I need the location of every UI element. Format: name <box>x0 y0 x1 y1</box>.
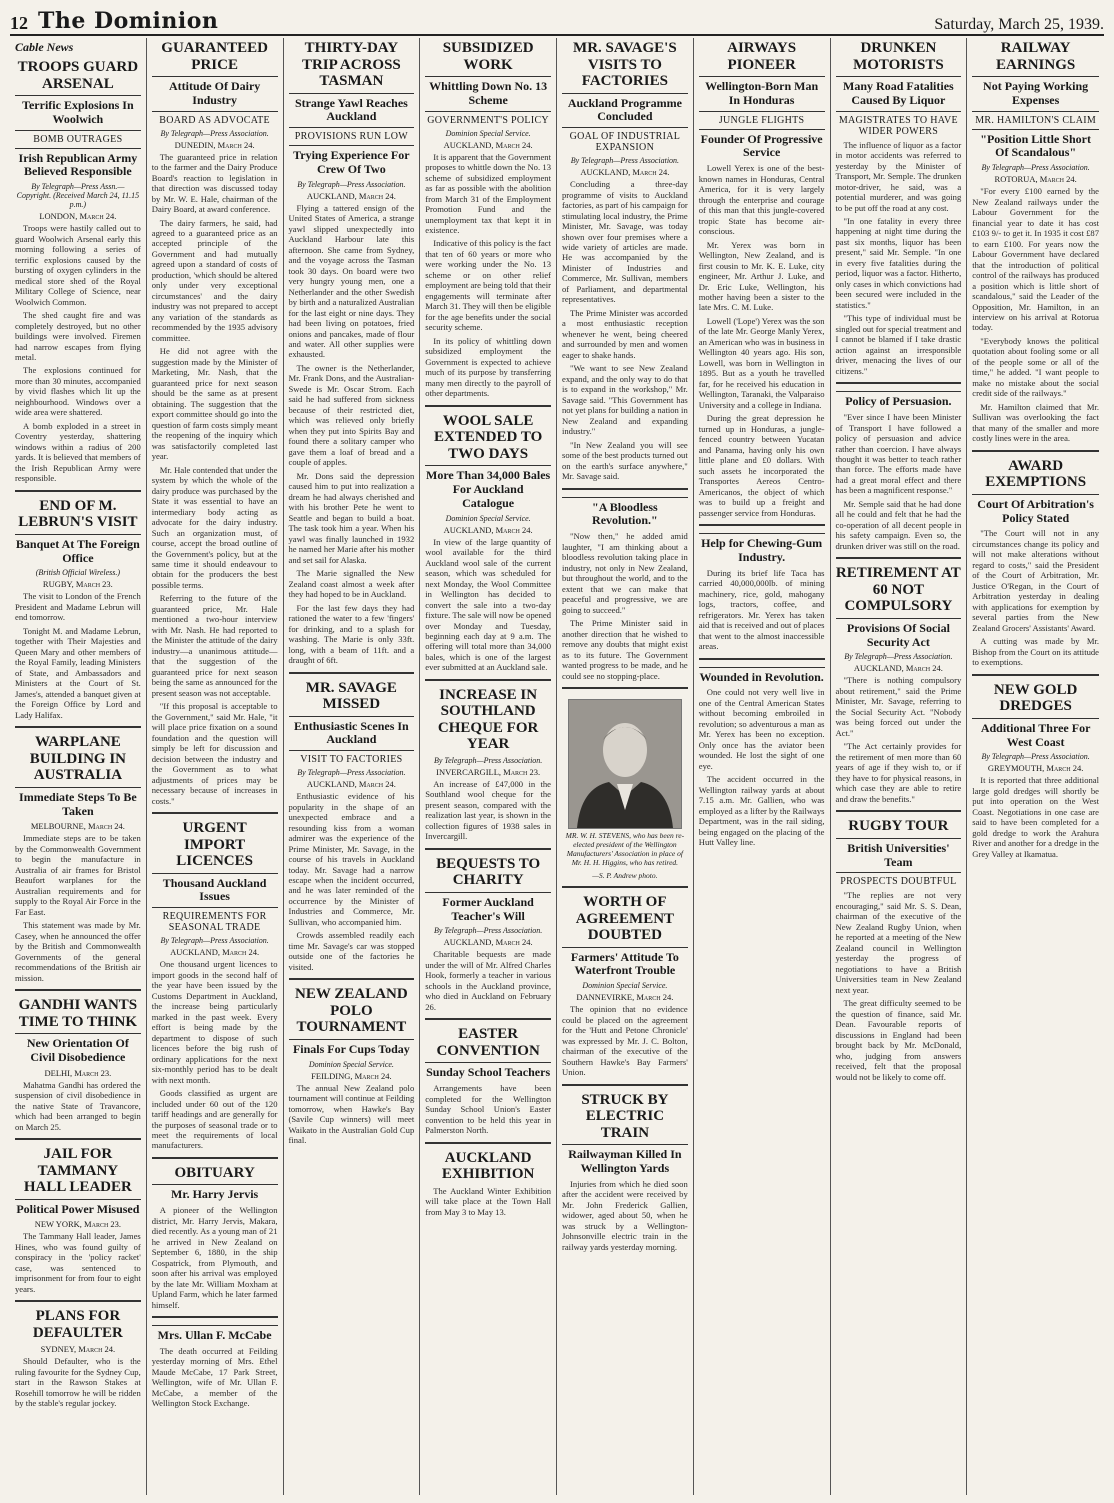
article-paragraph: "We want to see New Zealand expand, and the only way to do that is to expand in the workshop," Mr. Savage said. "This Government has not yet plans for building a nation in New Zealand and expanding industry." <box>562 363 688 437</box>
article-headline: GUARANTEED PRICE <box>161 40 268 73</box>
article-headline: TROOPS GUARD ARSENAL <box>17 59 139 92</box>
article-dateline: DUNEDIN, March 24. <box>174 139 255 150</box>
article-headline: MR. SAVAGE MISSED <box>305 679 397 713</box>
article-subheadline: Immediate Steps To Be Taken <box>15 787 141 819</box>
article-paragraph: Lowell Yerex is one of the best-known names in Honduras, Central America, for it is very largely through the enterprise and courage of this man that this jungle-covered tropic State has become air-conscious. <box>698 163 825 237</box>
article-byline: Dominion Special Service. <box>445 513 531 523</box>
article-subheadline: Political Power Misused <box>15 1199 141 1217</box>
article-byline: By Telegraph—Press Association. <box>297 768 406 778</box>
article-paragraph: A bomb exploded in a street in Coventry yesterday, shattering windows within a radius of 200 yards. It is believed that members of the Irish Republican Army were responsible. <box>15 420 141 484</box>
article-paragraph: The explosions continued for more than 30 minutes, accompanied by vivid flashes which lit up the neighbourhood. Windows over a wide area were shattered. <box>15 365 141 418</box>
article-subheadline: Sunday School Teachers <box>425 1062 551 1080</box>
article <box>15 1138 141 1294</box>
article-dateline: AUCKLAND, March 24. <box>853 663 943 674</box>
section-label: Cable News <box>15 40 74 54</box>
article-dateline: SYDNEY, March 24. <box>40 1344 116 1355</box>
article-subheadline: Mr. Harry Jervis <box>152 1184 278 1202</box>
article-dateline: AUCKLAND, March 24. <box>443 524 533 535</box>
paper-name: The Dominion <box>38 8 219 34</box>
article-subheadline: Railwayman Killed In Wellington Yards <box>562 1144 688 1176</box>
article-paragraph: It is apparent that the Government proposes to whittle down the No. 13 scheme of subsidized employment as far as possible with the abolition from March 31 of the Employment Promotion Fund and the unemployment tax that kept it in existence. <box>425 151 551 235</box>
article-paragraph: The dairy farmers, he said, had agreed to a guaranteed price as an accepted principle of the Government and had mutually agreed upon a standard of costs of production, 'which should be altered only under very exceptional circumstances' and the dairy industry was not prepared to accept any variation of the standards as recommended by the 1935 advisory committee. <box>151 217 278 343</box>
article <box>15 989 141 1132</box>
article-subheadline: Policy of Persuasion. <box>836 391 962 409</box>
column-3 <box>284 38 421 1495</box>
article <box>425 40 551 399</box>
article-paragraph: Charitable bequests are made under the will of Mr. Alfred Charles Hook, formerly a teacher in various schools in the Auckland province, who died in Auckland on February 26. <box>425 949 551 1012</box>
article-byline: By Telegraph—Press Association. <box>297 179 406 189</box>
article <box>289 672 415 973</box>
article-headline: RETIREMENT AT 60 NOT COMPULSORY <box>835 565 961 615</box>
article-minor-heading: BOARD AS ADVOCATE <box>152 111 278 126</box>
article-subheadline: Help for Chewing-Gum Industry. <box>699 533 825 565</box>
article-subheadline: Thousand Auckland Issues <box>152 873 278 905</box>
masthead <box>10 6 1104 36</box>
article-subheadline: Enthusiastic Scenes In Auckland <box>289 716 415 748</box>
masthead-left <box>10 8 218 34</box>
article-dateline: ROTORUA, March 24. <box>994 174 1077 185</box>
article-byline: Dominion Special Service. <box>308 1059 394 1069</box>
article-subheadline: Auckland Programme Concluded <box>562 93 688 125</box>
article-minor-heading: GOVERNMENT'S POLICY <box>425 111 551 126</box>
article-subheadline: Banquet At The Foreign Office <box>15 534 141 566</box>
article-paragraph: The accident occurred in the Wellington railway yards at about 7.15 a.m. Mr. Gallien, who was employed as a lifter by the Railways Department, was in the rail siding, being engaged on the placing of the Hutt Valley line. <box>698 774 825 848</box>
article-dateline: AUCKLAND, March 24. <box>443 139 533 150</box>
article-minor-heading: MAGISTRATES TO HAVE WIDER POWERS <box>836 111 962 137</box>
article-paragraph: The Marie signalled the New Zealand coast almost a week after they had hoped to be in Auckland. <box>288 568 415 600</box>
article-subheadline: "Position Little Short Of Scandalous" <box>972 129 1099 161</box>
article <box>836 40 962 376</box>
article-paragraph: The great difficulty seemed to be the question of finance, said Mr. Dean. Favourable reports of discussions in England had been brought back by Mr. McDonald, who, judging from answers received, felt that the proposal would not be likely to come off. <box>835 998 962 1082</box>
article <box>562 886 688 1077</box>
article-paragraph: Immediate steps are to be taken by the Commonwealth Government to begin the manufacture in Australia of air frames for Bristol Beaufort warplanes for the Australian requirements and for supply to the Royal Air Force in the Far East. <box>15 833 141 917</box>
article-paragraph: Enthusiastic evidence of his popularity in the shape of an unexpected embrace and a resounding kiss from a woman admirer was the experience of the Prime Minister, Mr. Savage, in the course of his travels in Auckland today. Mr. Savage had a narrow escape when the incident occurred, and he was later reminded of the occurrence by the Minister of Industries and Commerce, Mr. Sullivan, who accompanied him. <box>288 791 415 927</box>
article <box>972 450 1099 668</box>
article-subheadline: Irish Republican Army Believed Responsible <box>15 148 141 180</box>
issue-date: Saturday, March 25, 1939. <box>934 16 1104 33</box>
article <box>972 40 1099 444</box>
article-subheadline: Whittling Down No. 13 Scheme <box>425 76 551 108</box>
article-subheadline: More Than 34,000 Bales For Auckland Catalogue <box>425 465 551 510</box>
article-subheadline: Wellington-Born Man In Honduras <box>699 76 825 108</box>
article-paragraph: Indicative of this policy is the fact that ten of 60 years or more who were working under the No. 13 scheme or on other relief employment are being told that their engagements will terminate after March 31. They will then be eligible for the age benefits under the social security scheme. <box>425 238 551 333</box>
article-headline: AUCKLAND EXHIBITION <box>441 1149 535 1183</box>
article-headline: DRUNKEN MOTORISTS <box>853 40 944 73</box>
article-byline: (British Official Wireless.) <box>35 568 121 578</box>
article-paragraph: A cutting was made by Mr. Bishop from the Court on its attitude to exemptions. <box>972 636 1099 668</box>
article <box>15 490 141 720</box>
article-paragraph: He did not agree with the suggestion made by the Minister of Marketing, Mr. Nash, that the guaranteed price for next season should be the same as at present obtaining. The suggestion that the export committee should go into the question of farm costs simply meant the reopening of the inquiry which was satisfactorily completed last year. <box>151 346 278 462</box>
article <box>15 726 141 983</box>
article <box>425 405 551 673</box>
column-6 <box>694 38 831 1495</box>
article-paragraph: "For every £100 earned by the New Zealand railways under the Labour Government for the financial year to date it has cost £103 9/- to get it. In 1935 it cost £87 to earn £100. For years now the Labour Government have declared that the introduction of political control of the railways has produced a position which is little short of scandalous," said the Leader of the Opposition, Mr. Hamilton, in an interview on his arrival at Rotorua today. <box>972 186 1099 333</box>
article <box>562 687 688 880</box>
article-subheadline: Trying Experience For Crew Of Two <box>289 145 415 177</box>
photo-credit: —S. P. Andrew photo. <box>592 871 658 881</box>
article-headline: PLANS FOR DEFAULTER <box>32 1308 123 1341</box>
article <box>836 557 962 804</box>
article-paragraph: The Prime Minister was accorded a most enthusiastic reception whenever he went, being cheered and surrounded by men and women eager to shake hands. <box>562 307 688 360</box>
article-headline: SUBSIDIZED WORK <box>442 40 534 73</box>
article-paragraph: An increase of £47,000 in the Southland wool cheque for the present season, compared with the realization last year, is shown in the collection figures of 1938 sales in Invercargill. <box>425 778 551 842</box>
article <box>152 1157 278 1310</box>
article-paragraph: "There is nothing compulsory about retirement," said the Prime Minister, Mr. Savage, referring to the Social Security Act. "Nobody was being forced out under the Act." <box>835 675 962 738</box>
article-paragraph: The guaranteed price in relation to the farmer and the Dairy Produce Board's reaction to legislation in that direction was discussed today by Mr. W. E. Hale, chairman of the Dairy Board, at award conference. <box>151 151 278 215</box>
article-paragraph: "The replies are not very encouraging," said Mr. S. S. Dean, chairman of the executive of the New Zealand Rugby Union, when he reported at a meeting of the New Zealand council in Wellington yesterday the progress of negotiations to have a British Universities team in New Zealand next year. <box>835 890 962 995</box>
article-headline: GANDHI WANTS TIME TO THINK <box>18 997 138 1030</box>
article-minor-heading: JUNGLE FLIGHTS <box>699 111 825 126</box>
article-headline: JAIL FOR TAMMANY HALL LEADER <box>23 1146 132 1196</box>
article-dateline: RUGBY, March 23. <box>42 579 113 590</box>
article <box>425 1018 551 1135</box>
photo-caption: MR. W. H. STEVENS, who has been re-elected president of the Wellington Manufacturers' Association in place of Mr. H. H. Higgins, who has retired. <box>565 831 685 868</box>
article-dateline: AUCKLAND, March 24. <box>170 947 260 958</box>
article-subheadline: Former Auckland Teacher's Will <box>425 892 551 924</box>
article-dateline: MELBOURNE, March 24. <box>30 821 125 832</box>
article <box>152 40 278 806</box>
article-paragraph: The death occurred at Feilding yesterday morning of Mrs. Ethel Maude McCabe, 17 Park Street, Wellington, wife of Mr. Ullan F. McCabe, a member of the Wellington Stock Exchange. <box>151 1345 278 1409</box>
article <box>15 59 141 484</box>
article-paragraph: "Ever since I have been Minister of Transport I have followed a policy of persuasion and advice rather than coercion. I have always thought it was better to teach rather than force. The efforts made have had a great moral effect and there has been a magnificent response." <box>835 412 962 496</box>
article <box>425 848 551 1013</box>
article-dateline: AUCKLAND, March 24. <box>306 779 396 790</box>
article <box>699 658 825 848</box>
article-byline: By Telegraph—Press Association. <box>981 163 1090 173</box>
article-headline: MR. SAVAGE'S VISITS TO FACTORIES <box>573 40 677 89</box>
article-headline: THIRTY-DAY TRIP ACROSS TASMAN <box>301 40 401 89</box>
article-dateline: DELHI, March 23. <box>44 1067 112 1078</box>
article-minor-heading: PROVISIONS RUN LOW <box>289 127 415 142</box>
article-headline: URGENT IMPORT LICENCES <box>176 820 253 870</box>
article-paragraph: Concluding a three-day programme of visits to Auckland factories, as part of his campaign for stimulating local industry, the Prime Minister, Mr. Savage, was today shown over four premises where a wide variety of articles are made. He was accompanied by the Minister of Industries and Commerce, Mr. Sullivan, members of Parliament, and departmental representatives. <box>562 179 688 305</box>
article-subheadline: Farmers' Attitude To Waterfront Trouble <box>562 947 688 979</box>
article <box>836 810 962 1082</box>
article-headline: AIRWAYS PIONEER <box>727 40 797 73</box>
article-byline: Dominion Special Service. <box>582 981 668 991</box>
article-headline: STRUCK BY ELECTRIC TRAIN <box>581 1091 669 1141</box>
article-paragraph: "Everybody knows the political quotation about fooling some or all of the people some or all of the time," he added. "I want people to make no mistake about the social credit side of the railways." <box>972 335 1099 399</box>
article-paragraph: Lowell ('Lope') Yerex was the son of the late Mr. George Manly Yerex, an American who was in business in Wellington 40 years ago. His son, Lowell, was born in Wellington in 1895. But as a youth he travelled far, for he received his education in Wellington, Taranaki, the Valparaiso University and a college in Indiana. <box>698 315 825 410</box>
article-subheadline: British Universities' Team <box>836 838 962 870</box>
article-paragraph: "If this proposal is acceptable to the Government," said Mr. Hale, "it will place price fixation on a sound foundation and the question will simply be left for discussion and decision between the industry and the Government as to what adjustments of prices may be necessary because of increases in costs." <box>151 701 278 806</box>
article-paragraph: The Prime Minister said in another direction that he wished to remove any doubts that might exist as to its future. The Government wanted progress to be made, and he could see no stopping-place. <box>562 618 688 681</box>
page-number: 12 <box>10 13 28 33</box>
column-1 <box>10 38 147 1495</box>
article-subheadline: Terrific Explosions In Woolwich <box>15 95 141 127</box>
article-byline: By Telegraph—Press Association. <box>433 926 543 936</box>
portrait-image <box>569 700 681 828</box>
article-dateline: NEW YORK, March 23. <box>34 1219 122 1230</box>
column-4 <box>420 38 557 1495</box>
article-paragraph: Tonight M. and Madame Lebrun, together with Their Majesties and Queen Mary and other members of the Royal Family, leading Ministers of State, and Ambassadors and Ministers at the Court of St. James's, attended a banquet given at the Foreign Office by Lord and Lady Halifax. <box>15 625 141 720</box>
article-headline: OBITUARY <box>174 1164 255 1181</box>
article-headline: WORTH OF AGREEMENT DOUBTED <box>575 894 675 944</box>
article-paragraph: "In one fatality in every three happening at night time during the past six months, liquor has been present," said Mr. Semple. "In one in every five fatalities during the period, liquor was a factor. Hitherto, only cases in which convictions had been secured were included in the statistics." <box>835 215 962 310</box>
article-subheadline: Founder Of Progressive Service <box>699 129 825 161</box>
article-paragraph: "Now then," he added amid laughter, "I am thinking about a bloodless revolution taking place in industry, not only in New Zealand, but throughout the world, and to the extent that we can make that peaceful and progressive, we are going to succeed." <box>562 531 688 615</box>
article-paragraph: Troops were hastily called out to guard Woolwich Arsenal early this morning following a series of terrific explosions caused by the bursting of oxygen cylinders in the medical store shed of the Royal Military College of Science, near Woolwich Common. <box>15 223 141 307</box>
article <box>425 1142 551 1217</box>
article-paragraph: Should Defaulter, who is the ruling favourite for the Sydney Cup, start in the Rawson Stakes at Rosehill tomorrow he will be ridden by the stable's regular jockey. <box>15 1356 141 1409</box>
article-paragraph: The Auckland Winter Exhibition will take place at the Town Hall from May 3 to May 13. <box>425 1185 551 1217</box>
article-minor-heading: PROSPECTS DOUBTFUL <box>836 872 962 887</box>
article-dateline: DANNEVIRKE, March 24. <box>576 992 674 1003</box>
article-paragraph: "This type of individual must be singled out for special treatment and I cannot be blamed if I take drastic action against an irresponsible driver, menacing the lives of our citizens." <box>835 313 962 376</box>
article <box>289 40 415 666</box>
article <box>699 524 825 651</box>
article-subheadline: New Orientation Of Civil Disobedience <box>15 1033 141 1065</box>
article-subheadline: Finals For Cups Today <box>289 1039 415 1057</box>
article-paragraph: Mr. Hale contended that under the system by which the whole of the dairy produce was purchased by the State it was essential to have an intermediary body acting as advocate for the dairy industry. Such an organization must, of course, accept the broad outline of the Government's policy, but at the same time it should endeavour to obtain for the producers the best possible terms. <box>151 464 278 590</box>
article-paragraph: The annual New Zealand polo tournament will continue at Feilding tomorrow, when Hawke's Bay (Savile Cup winners) will meet Waikato in the Australian Gold Cup final. <box>288 1082 415 1146</box>
article-paragraph: Mr. Yerex was born in Wellington, New Zealand, and is first cousin to Mr. K. E. Luke, city engineer, Mr. Arthur J. Luke, and Dr. Eric Luke, Wellington, his mother having been a sister to the late Mrs. C. M. Luke. <box>698 239 825 313</box>
article-subheadline: Strange Yawl Reaches Auckland <box>289 93 415 125</box>
article-subheadline: Court Of Arbitration's Policy Stated <box>972 494 1099 526</box>
article-paragraph: Crowds assembled readily each time Mr. Savage's car was stopped outside one of the factories he visited. <box>288 930 415 972</box>
article-subheadline: Many Road Fatalities Caused By Liquor <box>836 76 962 108</box>
article-headline: BEQUESTS TO CHARITY <box>436 855 541 889</box>
article-minor-heading: MR. HAMILTON'S CLAIM <box>972 111 1099 126</box>
article-minor-heading: VISIT TO FACTORIES <box>289 750 415 765</box>
article-paragraph: The Tammany Hall leader, James Hines, who was found guilty of conspiracy in the 'policy racket' case, was sentenced to imprisonment for from four to eight years. <box>15 1231 141 1294</box>
article-paragraph: "The Act certainly provides for the retirement of men more than 60 years of age if they wish to, or if they have to for physical reasons, in which case they are able to retire and draw the benefits." <box>835 741 962 804</box>
article <box>972 674 1099 859</box>
article-paragraph: The visit to London of the French President and Madame Lebrun will end tomorrow. <box>15 591 141 623</box>
article-minor-heading: BOMB OUTRAGES <box>15 130 141 145</box>
article-paragraph: The opinion that no evidence could be placed on the agreement for the 'Hutt and Petone Chronicle' was expressed by Mr. J. C. Bolton, chairman of the executive of the Southern Hawke's Bay Farmers' Union. <box>562 1004 688 1078</box>
article-paragraph: Mr. Semple said that he had done all he could and felt that he had the co-operation of all decent people in his safety campaign. Even so, the drunken driver was still on the road. <box>835 498 962 551</box>
article-headline: RUGBY TOUR <box>848 818 949 835</box>
article-headline: AWARD EXEMPTIONS <box>985 457 1087 491</box>
article-subheadline: Wounded in Revolution. <box>699 667 825 685</box>
article-subheadline: Not Paying Working Expenses <box>972 76 1099 108</box>
article-paragraph: Mr. Dons said the depression caused him to put into realization a dream he had always cherished and with his brother Pete he went to Seattle and began to build a boat. The task took him a year. When his yawl was finally launched in 1932 he named her Marie after his mother and set sail for Alaska. <box>288 470 415 565</box>
column-8 <box>967 38 1104 1495</box>
article-paragraph: Arrangements have been completed for the Wellington Sunday School Union's Easter convention to be held this year in Palmerston North. <box>425 1083 551 1136</box>
article-headline: WOOL SALE EXTENDED TO TWO DAYS <box>434 412 543 462</box>
article <box>289 978 415 1145</box>
article-minor-heading: REQUIREMENTS FOR SEASONAL TRADE <box>152 907 278 933</box>
article-byline: By Telegraph—Press Association. <box>981 752 1090 762</box>
article <box>152 812 278 1151</box>
article-dateline: GREYMOUTH, March 24. <box>987 763 1084 774</box>
article <box>562 40 688 482</box>
article-paragraph: Referring to the future of the guaranteed price, Mr. Hale mentioned a two-hour interview with Mr. Nash. He had reported to the Minister the attitude of the dairy industry—a unanimous attitude—that the suggestion of the guaranteed price for next season being the same as announced for the present season was not acceptable. <box>151 593 278 698</box>
article-paragraph: "The Court will not in any circumstances change its policy and will not make alterations without regard to costs," said the President of the Court of Arbitration, Mr. Justice O'Regan, in the Court of Arbitration yesterday in dealing with applications for exemption by several parties from the New Zealand Grocers' Assistants' Award. <box>972 528 1099 633</box>
article-paragraph: The influence of liquor as a factor in motor accidents was referred to yesterday by the Minister of Transport, Mr. Semple. The drunken motor-driver, he said, was a potential murderer, and was going to be put off the road at any cost. <box>835 139 962 213</box>
article-byline: By Telegraph—Press Association. <box>160 128 269 138</box>
article-headline: EASTER CONVENTION <box>436 1026 540 1059</box>
article-dateline: AUCKLAND, March 24. <box>580 167 670 178</box>
article-dateline: INVERCARGILL, March 23. <box>436 766 541 777</box>
article-headline: RAILWAY EARNINGS <box>996 40 1076 73</box>
column-5 <box>557 38 694 1495</box>
article-byline: By Telegraph—Press Association. <box>433 755 543 765</box>
article <box>836 382 962 551</box>
page-columns <box>10 38 1104 1495</box>
article-byline: By Telegraph—Press Association. <box>844 652 953 662</box>
article-byline: Dominion Special Service. <box>445 128 531 138</box>
article-subheadline: Provisions Of Social Security Act <box>836 618 962 650</box>
article-paragraph: Mr. Hamilton claimed that Mr. Sullivan was overlooking the fact that many of the smaller and more costly lines were in the area. <box>972 401 1099 444</box>
article-paragraph: During its brief life Taca has carried 40,000,000lb. of mining machinery, rice, gold, mahogany logs, tractors, coffee, and refrigerators. Mr. Yerex has taken aid that is received and out of places that went to the almost inaccessible areas. <box>698 567 825 652</box>
article-paragraph: In its policy of whittling down subsidized employment the Government is expected to achieve much of its purpose by transferring many men directly to the payroll of other departments. <box>425 335 551 399</box>
article <box>562 1084 688 1252</box>
column-2 <box>147 38 284 1495</box>
article-paragraph: The shed caught fire and was completely destroyed, but no other buildings were involved. Firemen had narrow escapes from flying metal. <box>15 310 141 362</box>
article-paragraph: During the great depression he turned up in Honduras, a jungle-fenced country between Yucatan and Panama, having only his own little plane and £0 dollars. With such assets he incorporated the Transportes Aereos Centro-Americanos, the object of which was to build up a freight and passenger service from Honduras. <box>698 413 825 518</box>
article-paragraph: "In New Zealand you will see some of the best products turned out on the earth's surface anywhere," Mr. Savage said. <box>562 439 688 482</box>
article-headline: WARPLANE BUILDING IN AUSTRALIA <box>29 734 127 784</box>
article-byline: By Telegraph—Press Association. <box>160 936 269 946</box>
column-7 <box>831 38 968 1495</box>
article-subheadline: "A Bloodless Revolution." <box>562 497 688 529</box>
article-paragraph: One thousand urgent licences to import goods in the second half of the year have been issued by the Customs Department in Auckland, the increase being particularly marked in the past week. Every effort is being made by the department to dispose of such licences before the big rush of ordinary applications for the next six-monthly period has to be dealt with next month. <box>151 959 278 1085</box>
article-paragraph: For the last few days they had rationed the water to a few 'fingers' for drinking, and to a splash for washing. The Marie is only 33ft. long, with a beam of 11ft. and a draught of 6ft. <box>288 602 415 666</box>
article-headline: NEW ZEALAND POLO TOURNAMENT <box>295 986 408 1036</box>
article-subheadline: Attitude Of Dairy Industry <box>152 76 278 108</box>
article-byline: By Telegraph—Press Association. <box>570 156 680 166</box>
article-paragraph: Injuries from which he died soon after the accident were received by Mr. John Frederick Gallien, widower, aged about 50, when he was struck by a Wellington-Johnsonville electric train in the railway yards yesterday morning. <box>562 1178 688 1252</box>
article-subheadline: Additional Three For West Coast <box>972 718 1099 750</box>
article <box>15 1300 141 1408</box>
article-subheadline: Mrs. Ullan F. McCabe <box>152 1325 278 1343</box>
article-dateline: LONDON, March 24. <box>39 211 117 222</box>
article-dateline: FEILDING, March 24. <box>311 1070 392 1081</box>
article-paragraph: Flying a tattered ensign of the United States of America, a strange yawl slipped unexpectedly into Auckland Harbour late this afternoon. She came from Sydney, and the voyage across the Tasman took 30 days. On board were two very hungry young men, one a Netherlander and the other Swedish by birth and a naturalized Australian for the last eight or nine days. They had been living on potatoes, fried onions and pancakes, made of flour and water. All other supplies were exhausted. <box>288 202 415 360</box>
article <box>425 679 551 842</box>
article <box>152 1316 278 1409</box>
article-headline: NEW GOLD DREDGES <box>993 681 1078 715</box>
article-paragraph: In view of the large quantity of wool available for the third Auckland wool sale of the current season, which was scheduled for next Monday, the Wool Committee in Wellington has decided to convert the sale into a two-day fixture. The sale will now be opened over Monday and Tuesday, beginning each day at 9 a.m. The offering will total more than 34,000 bales, which is one of the largest ever submitted at an Auckland sale. <box>425 536 551 673</box>
article-paragraph: Goods classified as urgent are included under 60 out of the 120 tariff headings and are generally for the purposes of seasonal trade or to meet the requirements of local manufacturers. <box>151 1088 278 1151</box>
article-dateline: AUCKLAND, March 24. <box>306 190 396 201</box>
article-byline: By Telegraph—Press Assn.—Copyright. (Received March 24, 11.15 p.m.) <box>16 182 140 210</box>
article-paragraph: One could not very well live in one of the Central American States without becoming embroiled in revolution; so adventurous a man as Mr. Yerex has been no exception. Only once has the aviator been wounded. He lost the sight of one eye. <box>698 687 825 771</box>
portrait-photo <box>568 699 682 829</box>
article-paragraph: Mahatma Gandhi has ordered the suspension of civil disobedience in the native State of Travancore, which had been arranged to begin on March 25. <box>15 1079 141 1132</box>
article-paragraph: This statement was made by Mr. Casey, when he announced the offer by the British and Commonwealth Governments of the general recommendations of the British air mission. <box>15 920 141 983</box>
article <box>562 488 688 681</box>
article-headline: END OF M. LEBRUN'S VISIT <box>18 497 138 531</box>
article-dateline: AUCKLAND, March 24. <box>443 937 533 948</box>
article-minor-heading: GOAL OF INDUSTRIAL EXPANSION <box>562 127 688 153</box>
article-paragraph: The owner is the Netherlander, Mr. Frank Dons, and the Australian-Swede is Mr. Oscar Strom. Each said he had suffered from sickness because of their restricted diet, which was relieved only briefly when they put into Spirits Bay and found there a solitary camper who gave them a loaf of bread and a couple of apples. <box>288 362 415 468</box>
article-paragraph: A pioneer of the Wellington district, Mr. Harry Jervis, Makara, died recently. As a young man of 21 he arrived in New Zealand on September 6, 1880, in the ship Cospatrick, from Plymouth, and soon after his arrival was employed by the late Mr. William Moxham at Upland Farm, which he later farmed himself. <box>151 1205 278 1310</box>
article-headline: INCREASE IN SOUTHLAND CHEQUE FOR YEAR <box>437 686 539 753</box>
article-paragraph: It is reported that three additional large gold dredges will shortly be put into operation on the West Coast. Negotiations in one case are said to have been completed for a gold dredge to work the Arahura River and another for a dredge in the Grey Valley at Ikamatua. <box>972 775 1099 859</box>
article <box>699 40 825 518</box>
